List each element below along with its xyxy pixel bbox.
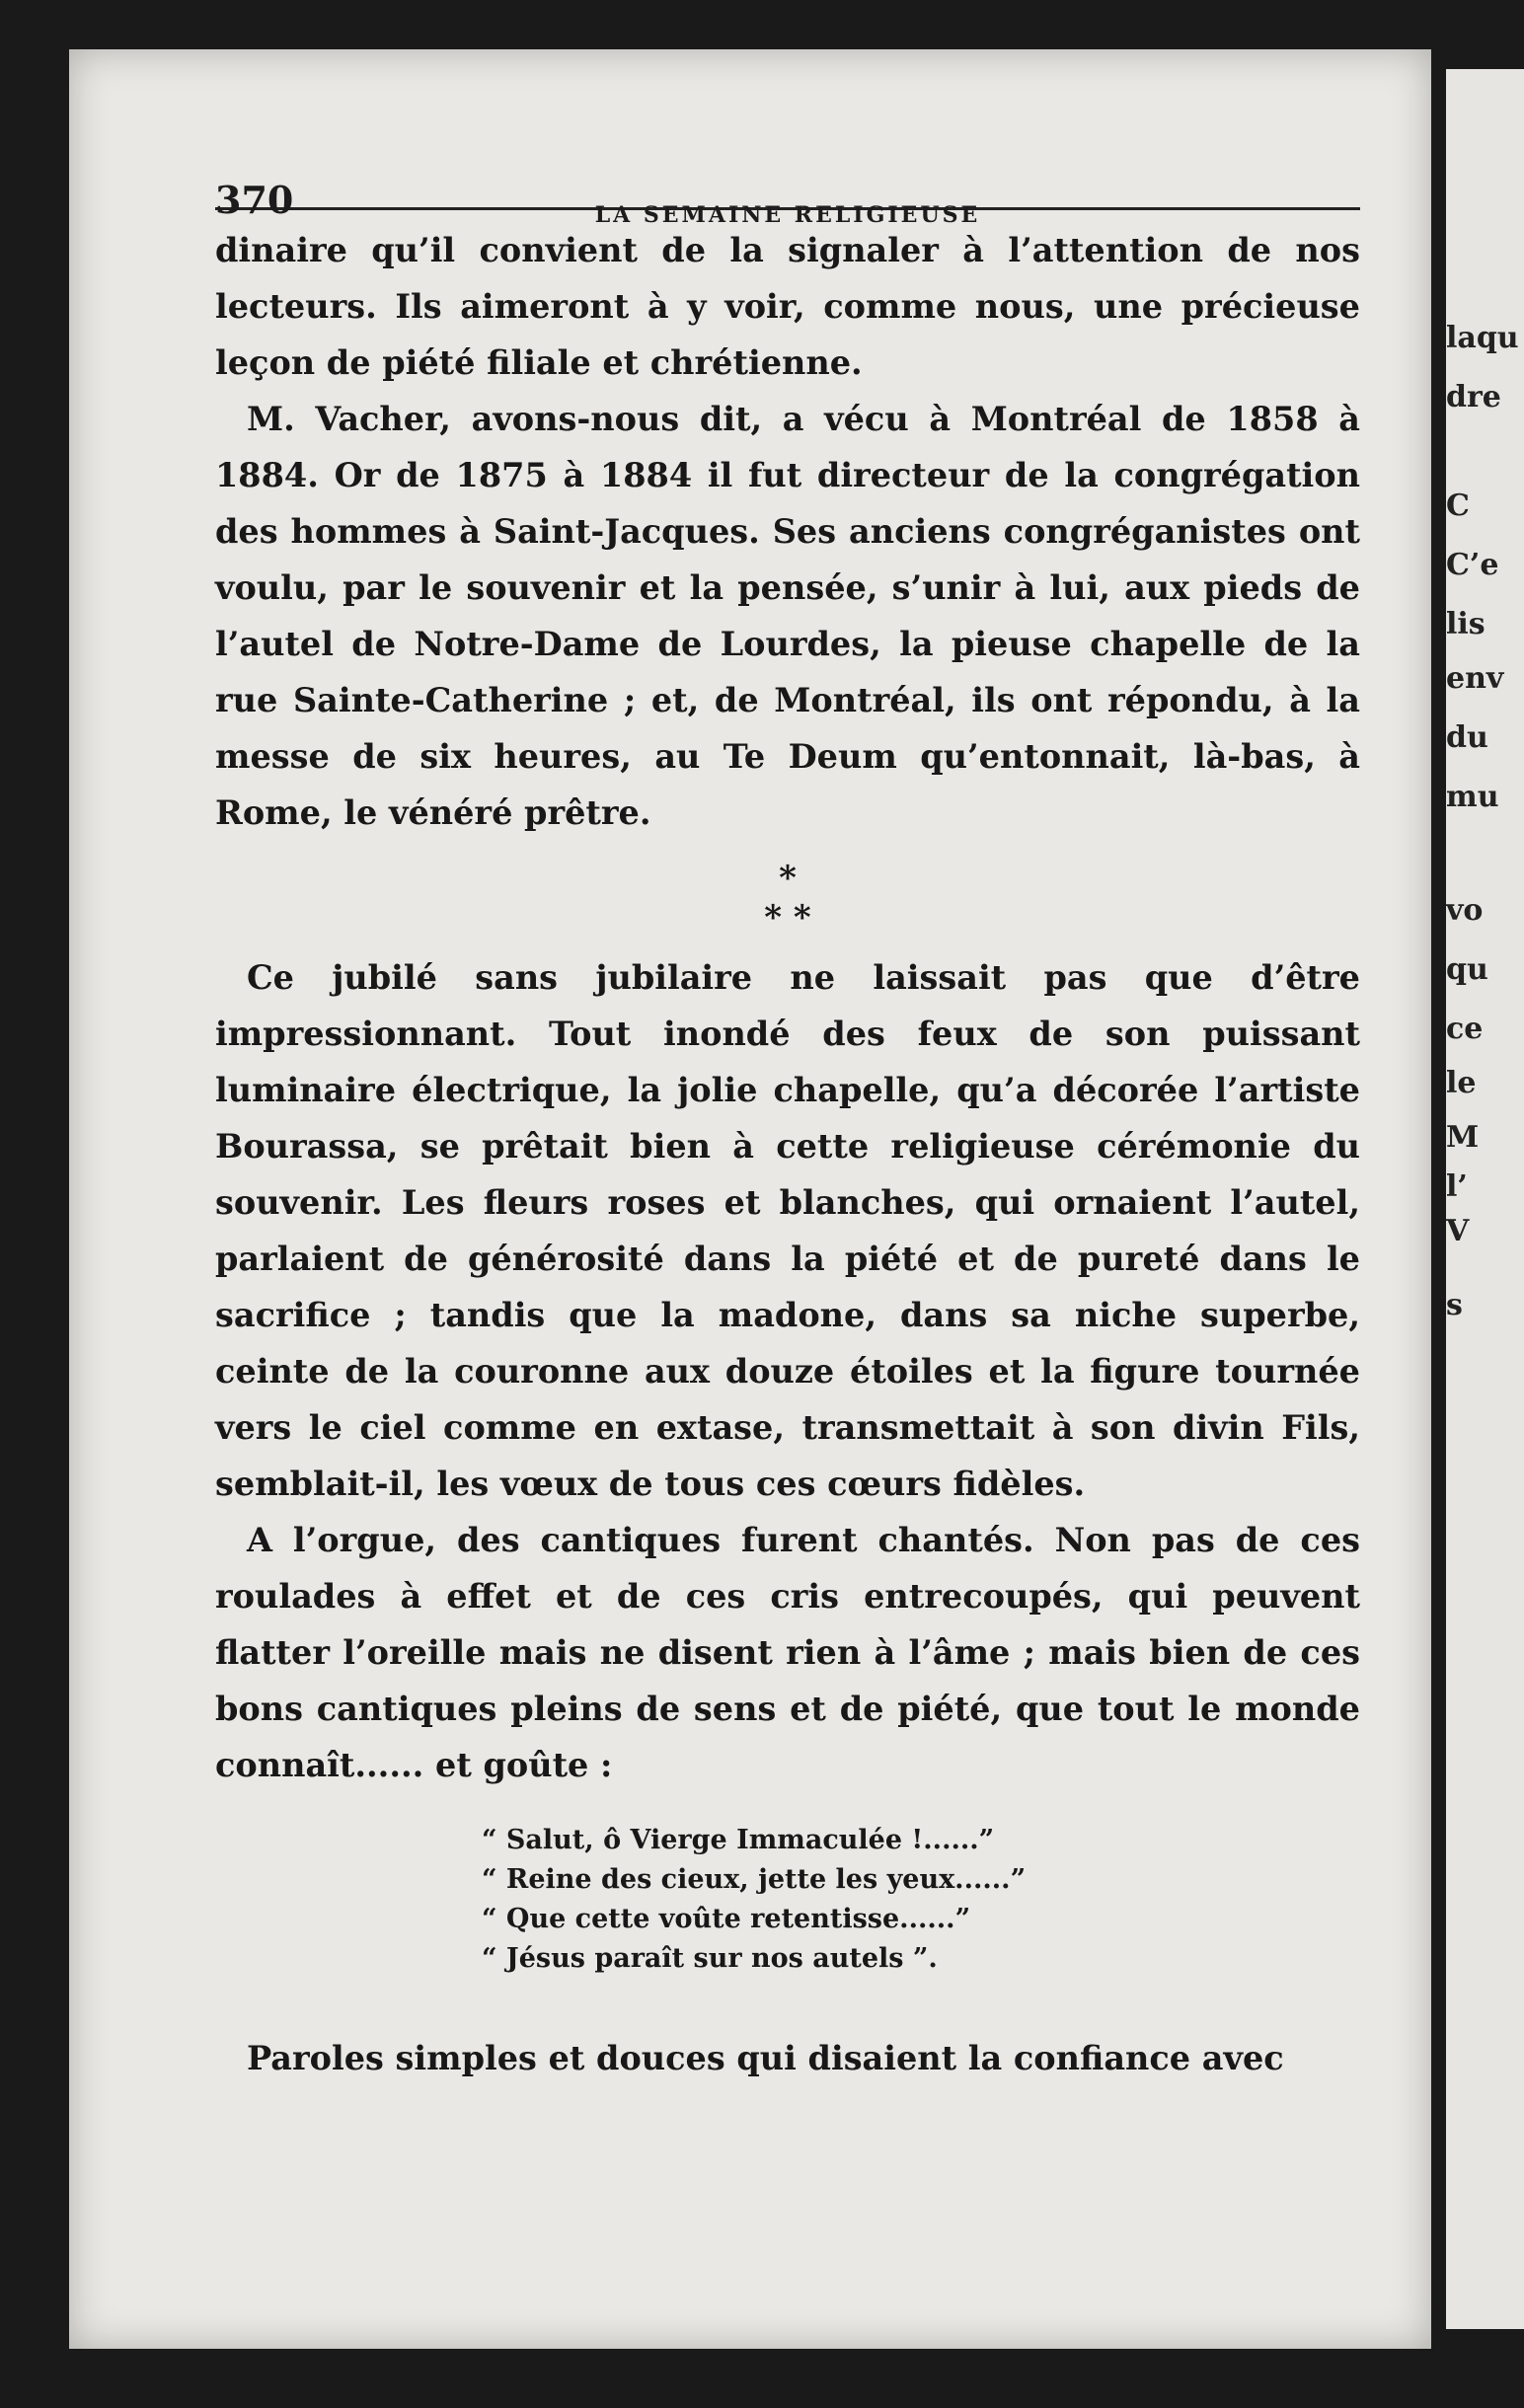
hymn-line: “ Jésus paraît sur nos autels ”.	[482, 1943, 938, 1974]
facing-page-fragment: qu	[1446, 952, 1488, 987]
hymn-quotes	[482, 1821, 1360, 1979]
facing-page-fragment: le	[1446, 1066, 1477, 1100]
facing-page-edge	[1446, 69, 1524, 2329]
facing-page-fragment: env	[1446, 661, 1504, 696]
section-separator	[215, 841, 1360, 949]
facing-page-fragment: l’	[1446, 1169, 1468, 1204]
page-body	[215, 222, 1360, 2086]
paragraph: M. Vacher, avons-nous dit, a vécu à Montréal de 1858 à 1884. Or de 1875 à 1884 il fut directeur de la congrégation des hommes à Saint-Jacques. Ses anciens congréganistes ont voulu, par le souvenir et la pensée, s’unir à lui, aux pieds de l’autel de Notre-Dame de Lourdes, la pieuse chapelle de la rue Sainte-Catherine ; et, de Montréal, ils ont répondu, à la messe de six heures, au Te Deum qu’entonnait, là-bas, à Rome, le vénéré prêtre.	[215, 400, 1360, 832]
facing-page-fragment: lis	[1446, 607, 1486, 641]
separator-stars: * *	[764, 898, 811, 938]
hymn-line: “ Salut, ô Vierge Immaculée !......”	[482, 1825, 995, 1855]
page-number: 370	[215, 178, 294, 222]
paragraph: Ce jubilé sans jubilaire ne laissait pas que d’être impressionnant. Tout inondé des feux de son puissant luminaire électrique, la jolie chapelle, qu’a décorée l’artiste Bourassa, se prêtait bien à cette religieuse cérémonie du souvenir. Les fleurs roses et blanches, qui ornaient l’autel, parlaient de générosité dans la piété et de pureté dans le sacrifice ; tandis que la madone, dans sa niche superbe, ceinte de la couronne aux douze étoiles et la figure tournée vers le ciel comme en extase, transmettait à son divin Fils, semblait-il, les vœux de tous ces cœurs fidèles.	[215, 958, 1360, 1503]
page-header	[215, 128, 1360, 228]
hymn-line: “ Que cette voûte retentisse......”	[482, 1904, 971, 1934]
paragraph: A l’orgue, des cantiques furent chantés. Non pas de ces roulades à effet et de ces cris entrecoupés, qui peuvent flatter l’oreille mais ne disent rien à l’âme ; mais bien de ces bons cantiques pleins de sens et de piété, que tout le monde connaît...... et goûte :	[215, 1521, 1360, 1784]
separator-star: *	[779, 859, 797, 898]
facing-page-fragment: laqu	[1446, 321, 1519, 355]
facing-page-fragment: C	[1446, 489, 1470, 523]
facing-page-fragment: M	[1446, 1120, 1480, 1155]
facing-page-fragment: C’e	[1446, 548, 1499, 582]
facing-page-fragment: mu	[1446, 780, 1499, 814]
facing-page-fragment: s	[1446, 1288, 1463, 1322]
hymn-line: “ Reine des cieux, jette les yeux......”	[482, 1864, 1027, 1895]
facing-page-fragment: dre	[1446, 380, 1501, 414]
running-title: LA SEMAINE RELIGIEUSE	[594, 202, 981, 228]
paragraph: dinaire qu’il convient de la signaler à l’attention de nos lecteurs. Ils aimeront à y voir, comme nous, une précieuse leçon de piété filiale et chrétienne.	[215, 231, 1360, 382]
facing-page-fragment: V	[1446, 1214, 1470, 1248]
facing-page-fragment: vo	[1446, 893, 1484, 928]
facing-page-fragment: du	[1446, 720, 1488, 755]
facing-page-fragment: ce	[1446, 1012, 1484, 1046]
paragraph: Paroles simples et douces qui disaient la confiance avec	[247, 2039, 1284, 2077]
